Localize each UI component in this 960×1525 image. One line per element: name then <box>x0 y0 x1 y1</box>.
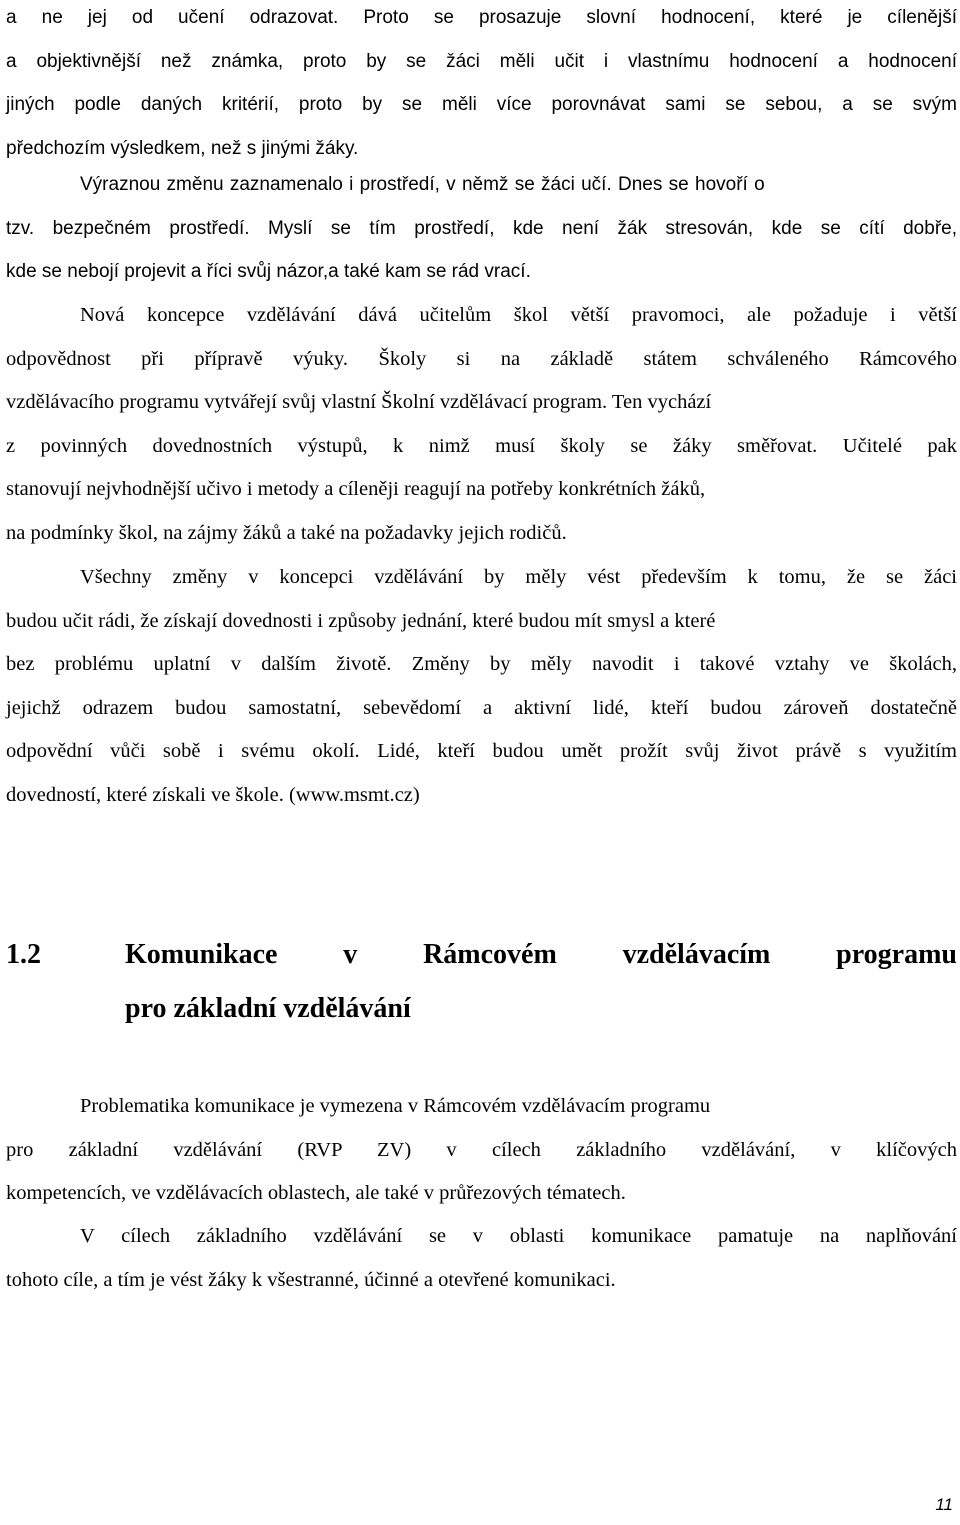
section-number: 1.2 <box>6 939 41 970</box>
paragraph-goals <box>6 1215 957 1302</box>
text-line: odpovědnost při přípravě výuky. Školy si na základě státem schváleného Rámcového <box>6 347 957 370</box>
text-line: stanovují nejvhodnější učivo i metody a cíleněji reagují na potřeby konkrétních žáků, <box>6 478 706 500</box>
section-title-line: pro základní vzdělávání <box>125 993 411 1024</box>
text-line: a objektivnější než známka, proto by se žáci měli učit i vlastnímu hodnocení a hodnocení <box>6 50 957 72</box>
text-line: bez problému uplatní v dalším životě. Změny by měly navodit i takové vztahy ve školách, <box>6 653 957 675</box>
paragraph-all-changes <box>6 556 957 817</box>
page-number: 11 <box>935 1495 953 1514</box>
text-line: pro základní vzdělávání (RVP ZV) v cílech základního vzdělávání, v klíčových <box>6 1138 957 1161</box>
text-line: Nová koncepce vzdělávání dává učitelům škol větší pravomoci, ale požaduje i větší <box>80 304 957 326</box>
text-line: a ne jej od učení odrazovat. Proto se prosazuje slovní hodnocení, které je cílenější <box>6 7 957 28</box>
text-line: V cílech základního vzdělávání se v oblasti komunikace pamatuje na naplňování <box>80 1225 957 1247</box>
paragraph-environment <box>6 163 957 294</box>
text-line: vzdělávacího programu vytvářejí svůj vlastní Školní vzdělávací program. Ten vychází <box>6 391 712 413</box>
paragraph-evaluation <box>6 0 957 170</box>
text-line: tohoto cíle, a tím je vést žáky k všestranné, účinné a otevřené komunikaci. <box>6 1268 616 1291</box>
text-line: jejichž odrazem budou samostatní, sebevědomí a aktivní lidé, kteří budou zároveň dostatečně <box>6 696 957 719</box>
text-line: na podmínky škol, na zájmy žáků a také na požadavky jejich rodičů. <box>6 521 567 544</box>
section-title-line: Komunikace v Rámcovém vzdělávacím programu <box>125 939 957 970</box>
text-line: dovedností, které získali ve škole. (www.msmt.cz) <box>6 783 420 806</box>
text-line: tzv. bezpečném prostředí. Myslí se tím prostředí, kde není žák stresován, kde se cítí dobře, <box>6 217 957 239</box>
text-line: kde se nebojí projevit a říci svůj názor,a také kam se rád vrací. <box>6 261 531 282</box>
text-line: Všechny změny v koncepci vzdělávání by měly vést především k tomu, že se žáci <box>80 566 957 588</box>
text-line: kompetencích, ve vzdělávacích oblastech, ale také v průřezových tématech. <box>6 1182 626 1204</box>
paragraph-communication-rvp <box>6 1085 957 1216</box>
document-page <box>6 0 957 1525</box>
text-line: z povinných dovednostních výstupů, k nimž musí školy se žáky směřovat. Učitelé pak <box>6 434 957 457</box>
text-line: budou učit rádi, že získají dovednosti i způsoby jednání, které budou mít smysl a které <box>6 609 716 632</box>
text-line: jiných podle daných kritérií, proto by se měli více porovnávat sami se sebou, a se svým <box>6 94 957 115</box>
text-line: odpovědní vůči sobě i svému okolí. Lidé, kteří budou umět prožít svůj život právě s využitím <box>6 740 957 762</box>
text-line: předchozím výsledkem, než s jinými žáky. <box>6 137 359 159</box>
text-line: Výraznou změnu zaznamenalo i prostředí, v němž se žáci učí. Dnes se hovoří o <box>80 174 765 195</box>
section-title <box>125 928 957 1036</box>
text-line: Problematika komunikace je vymezena v Rámcovém vzdělávacím programu <box>80 1095 711 1117</box>
paragraph-new-concept <box>6 294 957 555</box>
